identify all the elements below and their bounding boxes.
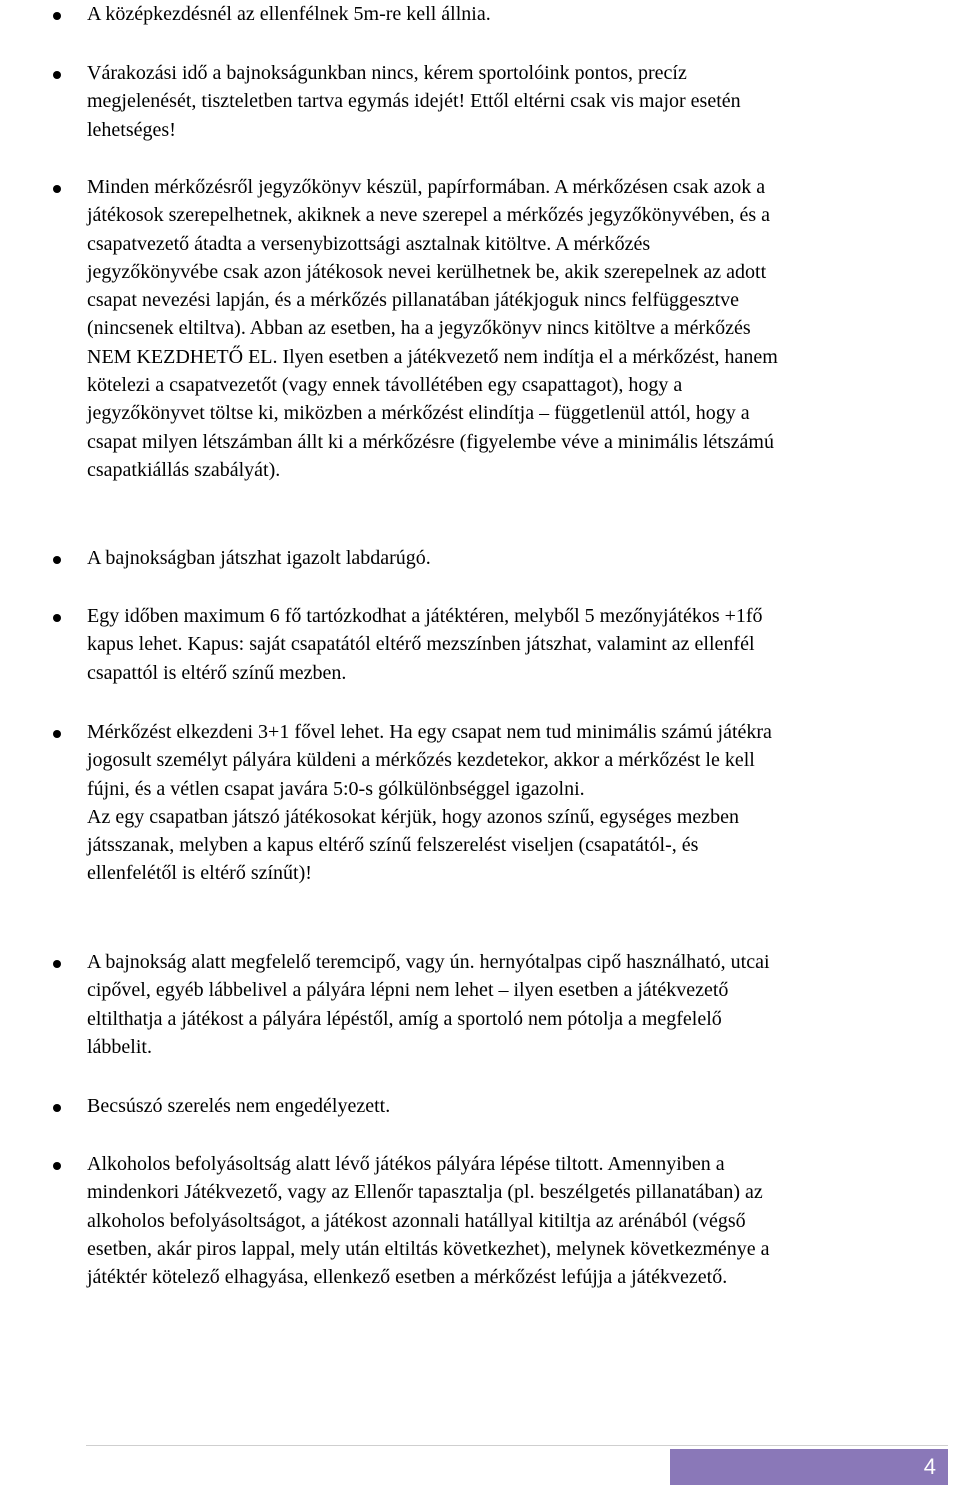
text-line: jogosult személyt pályára küldeni a mérkőzés kezdetekor, akkor a mérkőzést le kell [87, 749, 755, 772]
text-line: fújni, és a vétlen csapat javára 5:0-s gólkülönbséggel igazolni. [87, 777, 585, 800]
text-line: kapus lehet. Kapus: saját csapatától eltérő mezszínben játszhat, valamint az ellenfél [87, 633, 755, 656]
text-line: eltilthatja a játékost a pályára lépéstől, amíg a sportoló nem pótolja a megfelelő [87, 1007, 722, 1030]
list-item-text [87, 1092, 947, 1120]
text-line: cipővel, egyéb lábbelivel a pályára lépni nem lehet – ilyen esetben a játékvezető [87, 979, 729, 1002]
text-line: csapat milyen létszámban állt ki a mérkőzésre (figyelembe véve a minimális létszámú [87, 430, 774, 453]
text-line: Becsúszó szerelés nem engedélyezett. [87, 1095, 391, 1117]
text-line: kötelezi a csapatvezetőt (vagy ennek távollétében egy csapattagot), hogy a [87, 374, 683, 397]
text-line: Várakozási idő a bajnokságunkban nincs, kérem sportolóink pontos, precíz [87, 62, 687, 84]
bullet-icon [53, 556, 61, 564]
text-line: jegyzőkönyvébe csak azon játékosok nevei kerülhetnek be, akik szerepelnek az adott [87, 260, 767, 283]
text-line: Az egy csapatban játszó játékosokat kérjük, hogy azonos színű, egységes mezben [87, 805, 740, 828]
text-line: Mérkőzést elkezdeni 3+1 fővel lehet. Ha egy csapat nem tud minimális számú játékra [87, 721, 772, 743]
text-line: NEM KEZDHETŐ EL. Ilyen esetben a játékvezető nem indítja el a mérkőzést, hanem [87, 345, 778, 368]
text-line: Alkoholos befolyásoltság alatt lévő játékos pályára lépése tiltott. Amennyiben a [87, 1153, 725, 1175]
bullet-icon [53, 71, 61, 79]
text-line: A bajnokságban játszhat igazolt labdarúgó. [87, 547, 431, 569]
list-item-text [87, 602, 947, 687]
text-line: lehetséges! [87, 118, 176, 141]
bullet-icon [53, 960, 61, 968]
list-item-text [87, 1150, 947, 1291]
bullet-icon [53, 614, 61, 622]
text-line: A középkezdésnél az ellenfélnek 5m-re kell állnia. [87, 3, 491, 25]
list-item-text [87, 173, 947, 484]
text-line: jegyzőkönyvet töltse ki, miközben a mérkőzést elindítja – függetlenül attól, hogy a [87, 402, 750, 425]
page-number: 4 [923, 1454, 936, 1479]
text-line: megjelenését, tiszteletben tartva egymás idejét! Ettől eltérni csak vis major esetén [87, 90, 741, 113]
bullet-icon [53, 185, 61, 193]
text-line: Egy időben maximum 6 fő tartózkodhat a játéktéren, melyből 5 mezőnyjátékos +1fő [87, 605, 763, 627]
footer-divider [86, 1445, 948, 1446]
text-line: A bajnokság alatt megfelelő teremcipő, vagy ún. hernyótalpas cipő használható, utcai [87, 951, 770, 973]
bullet-icon [53, 1162, 61, 1170]
text-line: csapatvezető átadta a versenybizottsági asztalnak kitöltve. A mérkőzés [87, 232, 651, 255]
footer-page-badge [670, 1449, 948, 1485]
text-line: játsszanak, melyben a kapus eltérő színű felszerelést viseljen (csapatától-, és [87, 834, 699, 857]
text-line: játékosok szerepelhetnek, akiknek a neve szerepel a mérkőzés jegyzőkönyvében, és a [87, 204, 771, 227]
bullet-icon [53, 12, 61, 20]
text-line: mindenkori Játékvezető, vagy az Ellenőr tapasztalja (pl. beszélgetés pillanatában) az [87, 1181, 763, 1204]
list-item-text [87, 0, 947, 28]
text-line: alkoholos befolyásoltságot, a játékost azonnali hatállyal kitiltja az arénából (végső [87, 1209, 746, 1232]
list-item-text [87, 718, 947, 888]
text-line: Minden mérkőzésről jegyzőkönyv készül, papírformában. A mérkőzésen csak azok a [87, 176, 766, 198]
text-line: csapat nevezési lapján, és a mérkőzés pillanatában játékjoguk nincs felfüggesztve [87, 289, 739, 312]
list-item-text [87, 59, 947, 144]
text-line: csapatkiállás szabályát). [87, 458, 281, 481]
text-line: ellenfelétől is eltérő színűt)! [87, 862, 312, 885]
text-line: lábbelit. [87, 1035, 152, 1058]
text-line: (nincsenek eltiltva). Abban az esetben, ha a jegyzőkönyv nincs kitöltve a mérkőzés [87, 317, 751, 340]
bullet-icon [53, 730, 61, 738]
text-line: esetben, akár piros lappal, mely után eltiltás következhet), melynek következménye a [87, 1237, 770, 1260]
text-line: játéktér kötelező elhagyása, ellenkező esetben a mérkőzést lefújja a játékvezető. [87, 1266, 728, 1289]
list-item-text [87, 948, 947, 1061]
list-item-text [87, 544, 947, 572]
bullet-icon [53, 1104, 61, 1112]
text-line: csapattól is eltérő színű mezben. [87, 661, 347, 684]
